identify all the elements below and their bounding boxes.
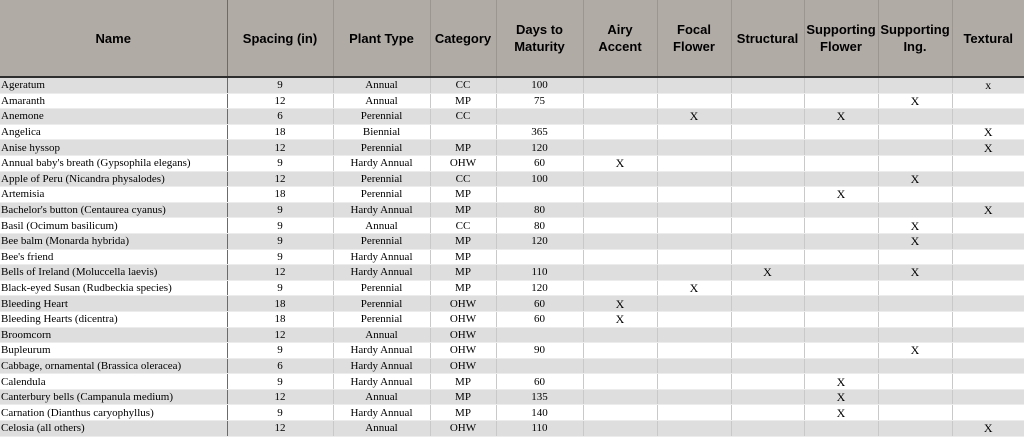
cell-category[interactable]: MP xyxy=(430,93,496,109)
cell-name[interactable]: Amaranth xyxy=(0,93,227,109)
cell-spacing[interactable]: 6 xyxy=(227,358,333,374)
cell-airy-accent[interactable] xyxy=(583,249,657,265)
cell-structural[interactable] xyxy=(731,155,804,171)
cell-structural[interactable] xyxy=(731,343,804,359)
cell-supporting-flower[interactable] xyxy=(804,233,878,249)
cell-structural[interactable] xyxy=(731,374,804,390)
cell-textural[interactable] xyxy=(952,389,1024,405)
cell-category[interactable]: OHW xyxy=(430,358,496,374)
cell-textural[interactable] xyxy=(952,109,1024,125)
cell-category[interactable]: MP xyxy=(430,374,496,390)
cell-focal-flower[interactable] xyxy=(657,249,731,265)
cell-focal-flower[interactable] xyxy=(657,187,731,203)
table-row[interactable] xyxy=(0,249,1024,265)
cell-structural[interactable] xyxy=(731,421,804,437)
cell-spacing[interactable]: 9 xyxy=(227,249,333,265)
cell-airy-accent[interactable] xyxy=(583,187,657,203)
cell-spacing[interactable]: 9 xyxy=(227,202,333,218)
cell-supporting-flower[interactable] xyxy=(804,265,878,281)
cell-category[interactable]: MP xyxy=(430,202,496,218)
cell-focal-flower[interactable] xyxy=(657,358,731,374)
cell-supporting-flower[interactable] xyxy=(804,202,878,218)
cell-plant-type[interactable]: Perennial xyxy=(333,171,430,187)
cell-plant-type[interactable]: Hardy Annual xyxy=(333,374,430,390)
cell-category[interactable]: OHW xyxy=(430,296,496,312)
table-body xyxy=(0,77,1024,436)
cell-name[interactable]: Bleeding Heart xyxy=(0,296,227,312)
cell-focal-flower[interactable] xyxy=(657,374,731,390)
cell-supporting-ing[interactable]: X xyxy=(878,233,952,249)
table-row[interactable] xyxy=(0,280,1024,296)
cell-supporting-ing[interactable] xyxy=(878,202,952,218)
cell-airy-accent[interactable] xyxy=(583,109,657,125)
cell-focal-flower[interactable]: X xyxy=(657,109,731,125)
cell-spacing[interactable]: 9 xyxy=(227,343,333,359)
cell-spacing[interactable]: 9 xyxy=(227,155,333,171)
cell-name[interactable]: Carnation (Dianthus caryophyllus) xyxy=(0,405,227,421)
cell-textural[interactable] xyxy=(952,187,1024,203)
column-header-structural[interactable]: Structural xyxy=(731,0,804,77)
cell-supporting-flower[interactable] xyxy=(804,218,878,234)
cell-focal-flower[interactable] xyxy=(657,140,731,156)
cell-plant-type[interactable]: Perennial xyxy=(333,233,430,249)
cell-supporting-flower[interactable] xyxy=(804,421,878,437)
cell-supporting-flower[interactable]: X xyxy=(804,374,878,390)
column-header-textural[interactable]: Textural xyxy=(952,0,1024,77)
cell-supporting-flower[interactable] xyxy=(804,343,878,359)
cell-days-to-maturity[interactable]: 110 xyxy=(496,265,583,281)
cell-supporting-flower[interactable] xyxy=(804,140,878,156)
table-row[interactable] xyxy=(0,93,1024,109)
table-row[interactable] xyxy=(0,124,1024,140)
column-header-category[interactable]: Category xyxy=(430,0,496,77)
cell-days-to-maturity[interactable]: 80 xyxy=(496,218,583,234)
cell-supporting-ing[interactable] xyxy=(878,280,952,296)
cell-spacing[interactable]: 12 xyxy=(227,389,333,405)
cell-supporting-flower[interactable] xyxy=(804,77,878,93)
cell-plant-type[interactable]: Perennial xyxy=(333,280,430,296)
cell-textural[interactable] xyxy=(952,405,1024,421)
column-header-spacing[interactable]: Spacing (in) xyxy=(227,0,333,77)
cell-days-to-maturity[interactable]: 140 xyxy=(496,405,583,421)
cell-supporting-ing[interactable] xyxy=(878,140,952,156)
cell-focal-flower[interactable] xyxy=(657,311,731,327)
cell-days-to-maturity[interactable]: 80 xyxy=(496,202,583,218)
cell-textural[interactable] xyxy=(952,155,1024,171)
cell-structural[interactable] xyxy=(731,187,804,203)
cell-name[interactable]: Angelica xyxy=(0,124,227,140)
cell-spacing[interactable]: 9 xyxy=(227,405,333,421)
table-row[interactable] xyxy=(0,405,1024,421)
cell-category[interactable]: OHW xyxy=(430,421,496,437)
cell-name[interactable]: Anemone xyxy=(0,109,227,125)
cell-plant-type[interactable]: Annual xyxy=(333,421,430,437)
table-row[interactable] xyxy=(0,296,1024,312)
column-header-name[interactable]: Name xyxy=(0,0,227,77)
cell-name[interactable]: Bee balm (Monarda hybrida) xyxy=(0,233,227,249)
cell-supporting-flower[interactable] xyxy=(804,124,878,140)
cell-focal-flower[interactable] xyxy=(657,405,731,421)
cell-spacing[interactable]: 9 xyxy=(227,218,333,234)
cell-category[interactable]: MP xyxy=(430,265,496,281)
table-row[interactable] xyxy=(0,171,1024,187)
cell-supporting-ing[interactable] xyxy=(878,327,952,343)
cell-days-to-maturity[interactable] xyxy=(496,187,583,203)
cell-plant-type[interactable]: Annual xyxy=(333,327,430,343)
cell-textural[interactable]: x xyxy=(952,77,1024,93)
cell-structural[interactable] xyxy=(731,280,804,296)
cell-name[interactable]: Calendula xyxy=(0,374,227,390)
cell-name[interactable]: Bupleurum xyxy=(0,343,227,359)
cell-supporting-flower[interactable] xyxy=(804,171,878,187)
cell-days-to-maturity[interactable] xyxy=(496,358,583,374)
cell-airy-accent[interactable] xyxy=(583,218,657,234)
cell-days-to-maturity[interactable]: 120 xyxy=(496,140,583,156)
cell-plant-type[interactable]: Annual xyxy=(333,389,430,405)
cell-days-to-maturity[interactable]: 60 xyxy=(496,311,583,327)
cell-structural[interactable] xyxy=(731,249,804,265)
cell-name[interactable]: Celosia (all others) xyxy=(0,421,227,437)
cell-spacing[interactable]: 12 xyxy=(227,265,333,281)
cell-plant-type[interactable]: Perennial xyxy=(333,109,430,125)
cell-structural[interactable] xyxy=(731,218,804,234)
cell-focal-flower[interactable] xyxy=(657,218,731,234)
cell-plant-type[interactable]: Hardy Annual xyxy=(333,358,430,374)
cell-days-to-maturity[interactable]: 110 xyxy=(496,421,583,437)
cell-name[interactable]: Artemisia xyxy=(0,187,227,203)
cell-supporting-ing[interactable] xyxy=(878,389,952,405)
cell-supporting-ing[interactable] xyxy=(878,358,952,374)
cell-supporting-ing[interactable]: X xyxy=(878,93,952,109)
cell-structural[interactable] xyxy=(731,233,804,249)
cell-supporting-ing[interactable] xyxy=(878,249,952,265)
cell-supporting-flower[interactable] xyxy=(804,327,878,343)
cell-days-to-maturity[interactable]: 60 xyxy=(496,155,583,171)
cell-airy-accent[interactable] xyxy=(583,280,657,296)
cell-textural[interactable] xyxy=(952,218,1024,234)
cell-supporting-ing[interactable] xyxy=(878,311,952,327)
cell-textural[interactable] xyxy=(952,233,1024,249)
cell-name[interactable]: Bee's friend xyxy=(0,249,227,265)
cell-name[interactable]: Cabbage, ornamental (Brassica oleracea) xyxy=(0,358,227,374)
cell-name[interactable]: Bells of Ireland (Moluccella laevis) xyxy=(0,265,227,281)
cell-supporting-ing[interactable] xyxy=(878,77,952,93)
header-row xyxy=(0,0,1024,77)
cell-airy-accent[interactable] xyxy=(583,124,657,140)
cell-plant-type[interactable]: Hardy Annual xyxy=(333,343,430,359)
cell-textural[interactable]: X xyxy=(952,202,1024,218)
cell-category[interactable]: OHW xyxy=(430,343,496,359)
cell-airy-accent[interactable] xyxy=(583,358,657,374)
table-row[interactable] xyxy=(0,77,1024,93)
cell-focal-flower[interactable] xyxy=(657,93,731,109)
cell-focal-flower[interactable] xyxy=(657,124,731,140)
cell-name[interactable]: Basil (Ocimum basilicum) xyxy=(0,218,227,234)
cell-plant-type[interactable]: Hardy Annual xyxy=(333,202,430,218)
cell-focal-flower[interactable] xyxy=(657,202,731,218)
cell-name[interactable]: Anise hyssop xyxy=(0,140,227,156)
table-row[interactable] xyxy=(0,218,1024,234)
cell-textural[interactable] xyxy=(952,311,1024,327)
cell-spacing[interactable]: 18 xyxy=(227,124,333,140)
cell-airy-accent[interactable] xyxy=(583,374,657,390)
cell-supporting-ing[interactable]: X xyxy=(878,218,952,234)
cell-category[interactable]: MP xyxy=(430,249,496,265)
cell-spacing[interactable]: 9 xyxy=(227,77,333,93)
cell-days-to-maturity[interactable] xyxy=(496,249,583,265)
cell-textural[interactable] xyxy=(952,358,1024,374)
cell-spacing[interactable]: 12 xyxy=(227,171,333,187)
cell-textural[interactable] xyxy=(952,343,1024,359)
cell-supporting-flower[interactable]: X xyxy=(804,405,878,421)
cell-focal-flower[interactable] xyxy=(657,421,731,437)
cell-plant-type[interactable]: Hardy Annual xyxy=(333,265,430,281)
cell-spacing[interactable]: 12 xyxy=(227,327,333,343)
cell-name[interactable]: Bleeding Hearts (dicentra) xyxy=(0,311,227,327)
cell-structural[interactable] xyxy=(731,389,804,405)
cell-supporting-ing[interactable] xyxy=(878,155,952,171)
cell-structural[interactable] xyxy=(731,124,804,140)
cell-textural[interactable]: X xyxy=(952,140,1024,156)
cell-focal-flower[interactable] xyxy=(657,327,731,343)
cell-category[interactable]: OHW xyxy=(430,155,496,171)
cell-structural[interactable] xyxy=(731,296,804,312)
cell-plant-type[interactable]: Hardy Annual xyxy=(333,249,430,265)
cell-supporting-flower[interactable] xyxy=(804,311,878,327)
cell-spacing[interactable]: 18 xyxy=(227,296,333,312)
cell-category[interactable]: MP xyxy=(430,389,496,405)
cell-structural[interactable] xyxy=(731,311,804,327)
cell-days-to-maturity[interactable] xyxy=(496,109,583,125)
cell-name[interactable]: Canterbury bells (Campanula medium) xyxy=(0,389,227,405)
cell-category[interactable]: MP xyxy=(430,140,496,156)
table-row[interactable] xyxy=(0,109,1024,125)
table-row[interactable] xyxy=(0,327,1024,343)
table-row[interactable] xyxy=(0,140,1024,156)
cell-spacing[interactable]: 6 xyxy=(227,109,333,125)
cell-category[interactable]: CC xyxy=(430,77,496,93)
cell-name[interactable]: Black-eyed Susan (Rudbeckia species) xyxy=(0,280,227,296)
cell-days-to-maturity[interactable]: 75 xyxy=(496,93,583,109)
cell-supporting-flower[interactable] xyxy=(804,93,878,109)
cell-spacing[interactable]: 9 xyxy=(227,374,333,390)
cell-airy-accent[interactable] xyxy=(583,93,657,109)
cell-supporting-flower[interactable] xyxy=(804,296,878,312)
cell-textural[interactable] xyxy=(952,265,1024,281)
cell-spacing[interactable]: 12 xyxy=(227,140,333,156)
cell-name[interactable]: Bachelor's button (Centaurea cyanus) xyxy=(0,202,227,218)
cell-airy-accent[interactable] xyxy=(583,343,657,359)
cell-name[interactable]: Ageratum xyxy=(0,77,227,93)
cell-name[interactable]: Annual baby's breath (Gypsophila elegans) xyxy=(0,155,227,171)
cell-supporting-flower[interactable] xyxy=(804,280,878,296)
cell-textural[interactable] xyxy=(952,93,1024,109)
cell-category[interactable]: OHW xyxy=(430,311,496,327)
cell-structural[interactable] xyxy=(731,140,804,156)
cell-supporting-flower[interactable] xyxy=(804,249,878,265)
cell-supporting-ing[interactable] xyxy=(878,109,952,125)
cell-supporting-ing[interactable] xyxy=(878,405,952,421)
cell-plant-type[interactable]: Annual xyxy=(333,93,430,109)
column-header-days-to-maturity[interactable]: Days to Maturity xyxy=(496,0,583,77)
cell-focal-flower[interactable] xyxy=(657,77,731,93)
cell-structural[interactable]: X xyxy=(731,265,804,281)
cell-structural[interactable] xyxy=(731,109,804,125)
cell-focal-flower[interactable] xyxy=(657,389,731,405)
cell-structural[interactable] xyxy=(731,171,804,187)
cell-structural[interactable] xyxy=(731,93,804,109)
cell-category[interactable]: OHW xyxy=(430,327,496,343)
cell-spacing[interactable]: 12 xyxy=(227,421,333,437)
table-row[interactable] xyxy=(0,311,1024,327)
cell-days-to-maturity[interactable]: 100 xyxy=(496,77,583,93)
cell-supporting-flower[interactable] xyxy=(804,155,878,171)
cell-textural[interactable] xyxy=(952,327,1024,343)
cell-airy-accent[interactable] xyxy=(583,140,657,156)
cell-focal-flower[interactable] xyxy=(657,233,731,249)
cell-supporting-ing[interactable]: X xyxy=(878,343,952,359)
cell-airy-accent[interactable] xyxy=(583,202,657,218)
table-row[interactable] xyxy=(0,265,1024,281)
cell-plant-type[interactable]: Biennial xyxy=(333,124,430,140)
cell-airy-accent[interactable]: X xyxy=(583,155,657,171)
table-row[interactable] xyxy=(0,233,1024,249)
cell-days-to-maturity[interactable]: 135 xyxy=(496,389,583,405)
cell-airy-accent[interactable] xyxy=(583,233,657,249)
cell-textural[interactable] xyxy=(952,296,1024,312)
cell-structural[interactable] xyxy=(731,358,804,374)
cell-textural[interactable] xyxy=(952,171,1024,187)
cell-category[interactable]: CC xyxy=(430,171,496,187)
table-row[interactable] xyxy=(0,389,1024,405)
cell-category[interactable]: MP xyxy=(430,233,496,249)
cell-spacing[interactable]: 18 xyxy=(227,311,333,327)
cell-structural[interactable] xyxy=(731,405,804,421)
cell-supporting-flower[interactable] xyxy=(804,358,878,374)
table-row[interactable] xyxy=(0,343,1024,359)
cell-days-to-maturity[interactable]: 120 xyxy=(496,280,583,296)
cell-airy-accent[interactable]: X xyxy=(583,311,657,327)
cell-structural[interactable] xyxy=(731,77,804,93)
cell-plant-type[interactable]: Perennial xyxy=(333,296,430,312)
table-row[interactable] xyxy=(0,358,1024,374)
cell-days-to-maturity[interactable]: 100 xyxy=(496,171,583,187)
cell-category[interactable]: MP xyxy=(430,187,496,203)
cell-structural[interactable] xyxy=(731,202,804,218)
cell-focal-flower[interactable]: X xyxy=(657,280,731,296)
cell-spacing[interactable]: 9 xyxy=(227,233,333,249)
cell-focal-flower[interactable] xyxy=(657,171,731,187)
cell-airy-accent[interactable] xyxy=(583,405,657,421)
table-row[interactable] xyxy=(0,155,1024,171)
cell-supporting-flower[interactable]: X xyxy=(804,389,878,405)
cell-textural[interactable]: X xyxy=(952,421,1024,437)
cell-supporting-ing[interactable]: X xyxy=(878,265,952,281)
cell-plant-type[interactable]: Perennial xyxy=(333,311,430,327)
cell-supporting-ing[interactable]: X xyxy=(878,171,952,187)
cell-spacing[interactable]: 12 xyxy=(227,93,333,109)
cell-focal-flower[interactable] xyxy=(657,155,731,171)
cell-spacing[interactable]: 9 xyxy=(227,280,333,296)
cell-supporting-ing[interactable] xyxy=(878,124,952,140)
column-header-supporting-flower[interactable]: Supporting Flower xyxy=(804,0,878,77)
cell-textural[interactable] xyxy=(952,280,1024,296)
column-header-airy-accent[interactable]: Airy Accent xyxy=(583,0,657,77)
cell-plant-type[interactable]: Hardy Annual xyxy=(333,405,430,421)
cell-airy-accent[interactable] xyxy=(583,421,657,437)
cell-airy-accent[interactable] xyxy=(583,265,657,281)
column-header-plant-type[interactable]: Plant Type xyxy=(333,0,430,77)
cell-supporting-ing[interactable] xyxy=(878,187,952,203)
cell-supporting-ing[interactable] xyxy=(878,374,952,390)
cell-supporting-ing[interactable] xyxy=(878,421,952,437)
cell-textural[interactable]: X xyxy=(952,124,1024,140)
table-row[interactable] xyxy=(0,187,1024,203)
table-row[interactable] xyxy=(0,202,1024,218)
cell-airy-accent[interactable] xyxy=(583,77,657,93)
cell-supporting-flower[interactable]: X xyxy=(804,187,878,203)
table-row[interactable] xyxy=(0,421,1024,437)
column-header-focal-flower[interactable]: Focal Flower xyxy=(657,0,731,77)
cell-textural[interactable] xyxy=(952,249,1024,265)
cell-days-to-maturity[interactable]: 365 xyxy=(496,124,583,140)
cell-supporting-ing[interactable] xyxy=(878,296,952,312)
cell-spacing[interactable]: 18 xyxy=(227,187,333,203)
cell-plant-type[interactable]: Annual xyxy=(333,77,430,93)
cell-plant-type[interactable]: Annual xyxy=(333,218,430,234)
cell-airy-accent[interactable]: X xyxy=(583,296,657,312)
cell-focal-flower[interactable] xyxy=(657,265,731,281)
cell-category[interactable]: MP xyxy=(430,405,496,421)
cell-airy-accent[interactable] xyxy=(583,389,657,405)
cell-supporting-flower[interactable]: X xyxy=(804,109,878,125)
cell-airy-accent[interactable] xyxy=(583,327,657,343)
cell-days-to-maturity[interactable]: 120 xyxy=(496,233,583,249)
cell-category[interactable]: CC xyxy=(430,218,496,234)
cell-plant-type[interactable]: Perennial xyxy=(333,187,430,203)
cell-focal-flower[interactable] xyxy=(657,343,731,359)
cell-plant-type[interactable]: Perennial xyxy=(333,140,430,156)
cell-airy-accent[interactable] xyxy=(583,171,657,187)
cell-structural[interactable] xyxy=(731,327,804,343)
cell-focal-flower[interactable] xyxy=(657,296,731,312)
cell-name[interactable]: Apple of Peru (Nicandra physalodes) xyxy=(0,171,227,187)
cell-category[interactable]: CC xyxy=(430,109,496,125)
cell-category[interactable]: MP xyxy=(430,280,496,296)
table-row[interactable] xyxy=(0,374,1024,390)
cell-days-to-maturity[interactable]: 60 xyxy=(496,374,583,390)
cell-days-to-maturity[interactable]: 90 xyxy=(496,343,583,359)
cell-plant-type[interactable]: Hardy Annual xyxy=(333,155,430,171)
cell-days-to-maturity[interactable]: 60 xyxy=(496,296,583,312)
cell-days-to-maturity[interactable] xyxy=(496,327,583,343)
cell-name[interactable]: Broomcorn xyxy=(0,327,227,343)
column-header-supporting-ing[interactable]: Supporting Ing. xyxy=(878,0,952,77)
cell-textural[interactable] xyxy=(952,374,1024,390)
cell-category[interactable] xyxy=(430,124,496,140)
